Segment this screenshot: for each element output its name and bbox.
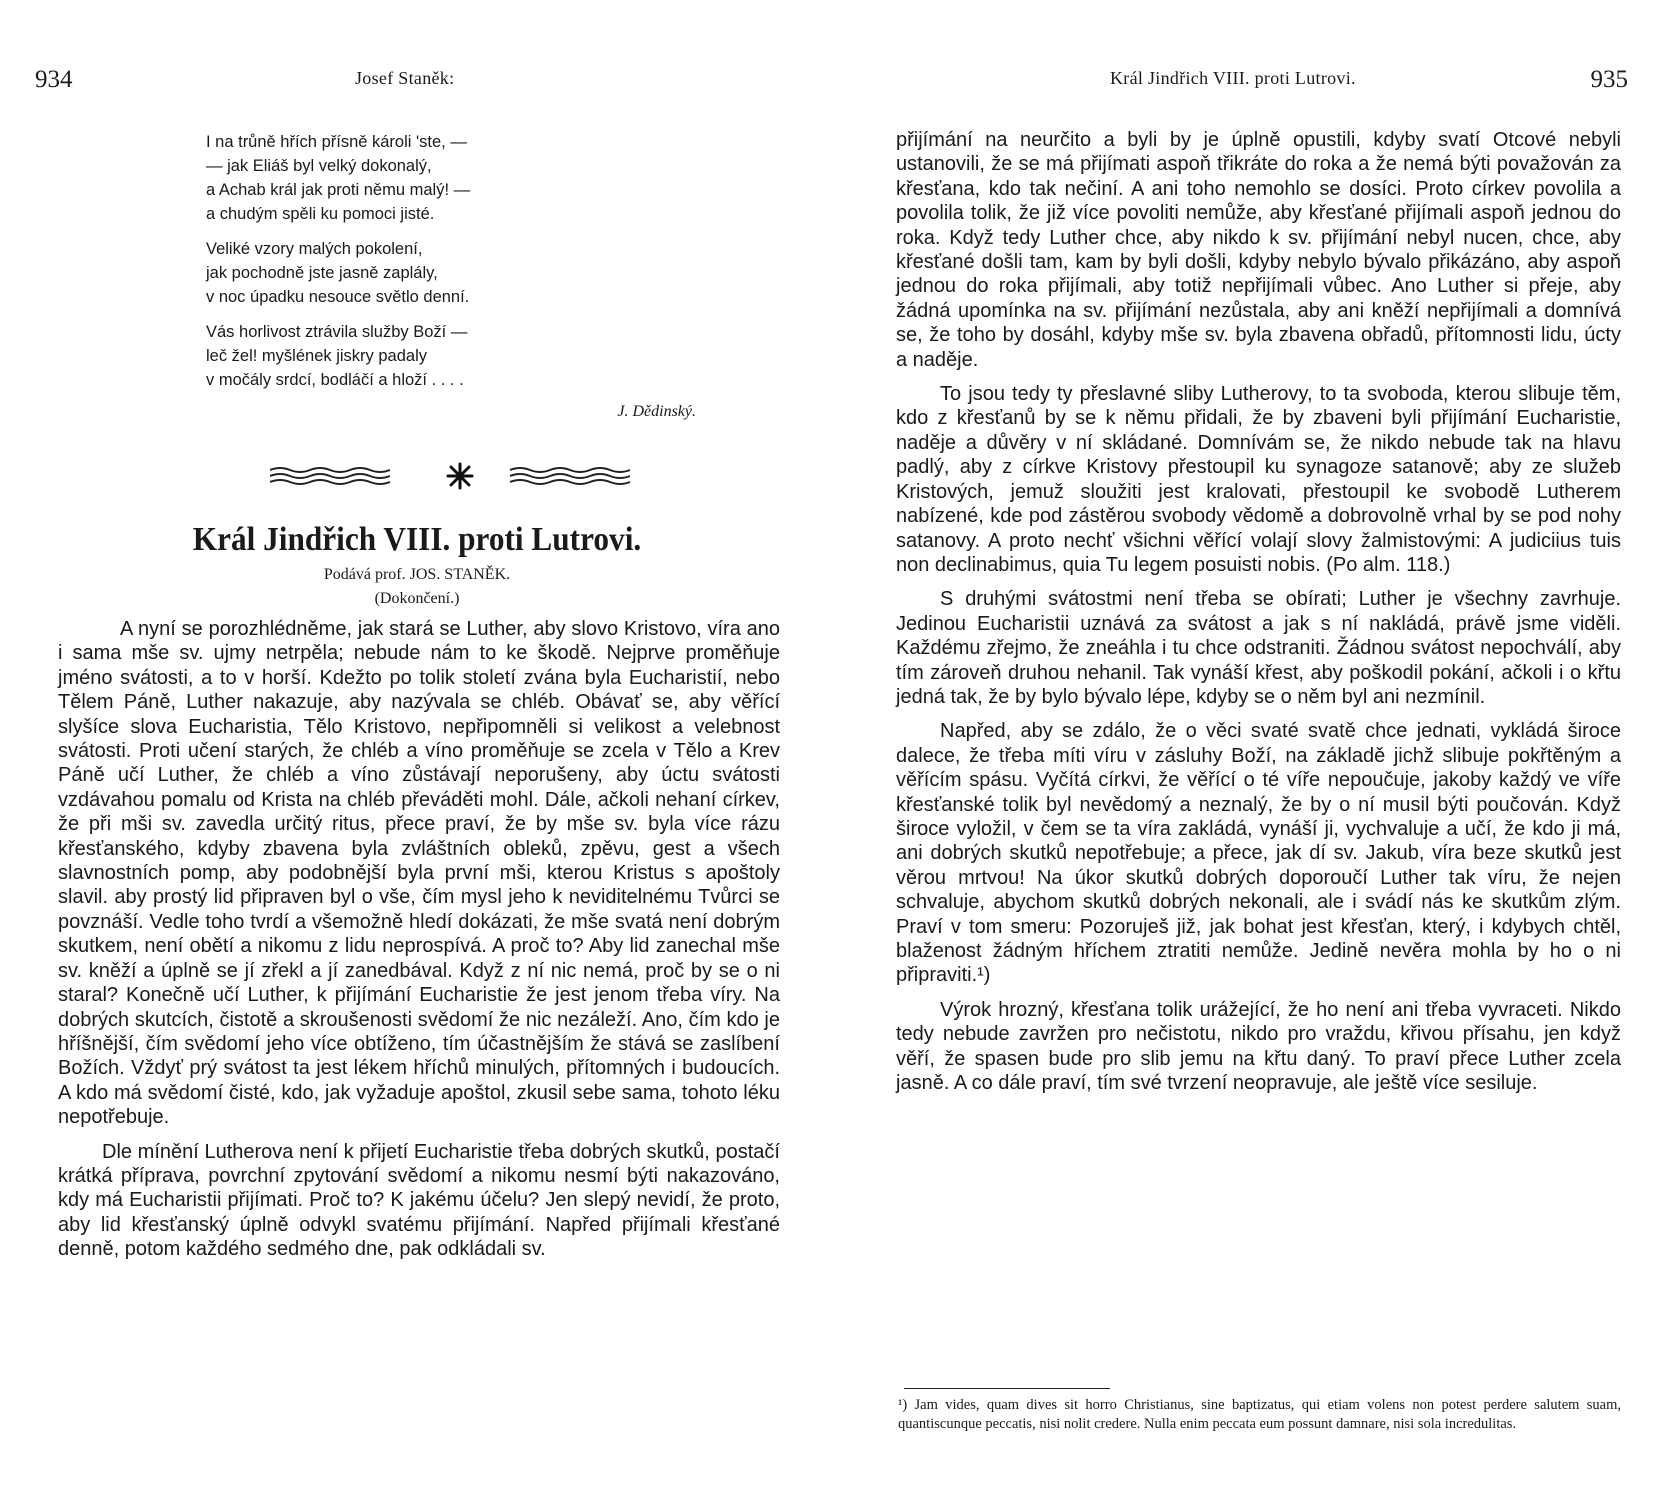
- byline: Podává prof. JOS. STANĚK.: [323, 566, 511, 583]
- continuation-note: (Dokončení.): [374, 590, 460, 607]
- page-number: 935: [1590, 66, 1628, 93]
- left-body-text: [58, 617, 780, 1272]
- paragraph: Napřed, aby se zdálo, že o věci svaté svatě chce jednati, vykládá široce dalece, že třeba míti víru v zásluhy Boží, na základě jichž slibuje pokřtěným a věřícím spásu. Vyčítá církvi, že věřící o té víře nepoučuje, jakoby každý ve víře křesťanské tolik byl nevědomý a neznalý, že by o ní musil býti poučován. Když široce vyložil, v čem se ta víra zakládá, vynáší ji, vychvaluje a učí, že kdo ji má, ani dobrých skutků nepotřebuje; a přece, jak dí sv. Jakub, víra beze skutků jest věrou mrtvou! Na úkor skutků dobrých doporoučí Luther tak víru, že nejen schvaluje, abychom skutků dobrých nekonali, ale i svádí nás ke skutkům zlým. Praví v tom smeru: Pozoruješ již, jak bohat jest křesťan, který, i kdybych chtěl, blaženost žádným hříchem ztratiti nemůže. Jedině nevěra mohla by ho o ni připraviti.¹): [896, 720, 1621, 987]
- paragraph: To jsou tedy ty přeslavné sliby Lutherovy, to ta svoboda, kterou slibuje těm, kdo z křesťanů by se k němu přidali, že by zbaveni byli přijímání Eucharistie, naděje a důvěry v ní skládané. Domnívám se, že nikdo nebude tak na hlavu padlý, aby z církve Kristovy přestoupil ku synagoze satanově; aby ze služeb Kristových, jemuž sloužiti jest kralovati, přestoupil ke svobodě Lutherem nabízené, kde pod zástěrou svobody vědomě a dobrovolně vrhal by se pod nohy satanovy. A proto nechť všichni věřící volají slovy žalmistovými: A judiciius tuis non declinabimus, quia Tu legem posuisti nobis. (Po alm. 118.): [896, 383, 1621, 576]
- paragraph: přijímání na neurčito a byli by je úplně opustili, kdyby svatí Otcové nebyli ustanovili, že se má přijímati aspoň třikráte do roka a že nemá býti považován za křesťana, kdo tak nečiní. A ani toho nemohlo se dosíci. Proto církev povolila a povolila tolik, že již více povoliti nemůže, aby křesťané přijímali aspoň jednou do roka. Když tedy Luther chce, aby nikdo k sv. přijímání nebyl nucen, chce, aby křesťané došli tam, kam by byli došli, kdyby nebylo bývalo přikázáno, aby aspoň jednou do roka přijímali, aby totiž nepřijímali vůbec. Ano Luther si přeje, aby žádná upomínka na sv. přijímání nezůstala, aby ani kněží nepřijímali a domnívá se, že toho by dosáhl, kdyby mše sv. byla zbavena obřadů, přítomnosti lidu, úcty a naděje.: [896, 129, 1621, 371]
- footnote-rule: [904, 1388, 1110, 1389]
- poem-line: leč žel! myšlének jiskry padaly: [206, 347, 427, 365]
- poem-line: — jak Eliáš byl velký dokonalý,: [206, 157, 432, 175]
- right-body-text: [896, 128, 1621, 1105]
- poem-signature: J. Dědinský.: [617, 403, 696, 420]
- paragraph: A nyní se porozhlédněme, jak stará se Luther, aby slovo Kristovo, víra ano i sama mše sv. ujmy netrpěla; nebude nám to ke škodě. Nejprve proměňuje jméno svátosti, a to v horší. Kdežto po tolik století zvána byla Eucharistií, nebo Tělem Páně, Luther nakazuje, aby nazývala se chléb. Obávať se, aby věřící slyšíce slova Eucharistia, Tělo Kristovo, nepřipomněli si velikost a velebnost svátosti. Proti učení starých, že chléb a víno proměňuje se zcela v Tělo a Krev Páně učí Luther, že chléb a víno zůstávají neporušeny, aby úctu svátosti vzdávahou pomalu od Krista na chléb převáděti mohl. Dále, ačkoli nehaní církev, že při mši sv. zavedla určitý ritus, přece praví, že by mše sv. byla více rázu křesťanského, kdyby zbavena byla zvláštních obleků, zpěvu, gest a všech slavnostních pomp, aby podobnější byla první mši, kterou Kristus s apoštoly slavil. aby prostý lid připraven byl o vše, čím mysl jeho k neviditelnému Tvůrci se povznáší. Vedle toho tvrdí a všemožně hledí dokázati, že mše svatá není dobrým skutkem, není obětí a nikomu z lidu neprospívá. A proč to? Aby lid zanechal mše sv. kněží a úplně se jí zřekl a jí zanedbával. Když z ní nic nemá, proč by se o ni staral? Konečně učí Luther, k přijímání Eucharistie že jest jenom třeba víry. Na dobrých skutcích, čistotě a skroušenosti svědomí že nic nezáleží. Ano, čím kdo je hříšnější, čím svědomí jeho více obtíženo, tím účastnějším že stává se zaslíbení Božích. Vždyť prý svátost ta jest lékem hříchů minulých, přítomných i budoucích. A kdo má svědomí čisté, kdo, jak vyžaduje apoštol, zkusil sebe sama, tohoto léku nepotřebuje.: [58, 618, 780, 1129]
- poem-line: a Achab král jak proti němu malý! —: [206, 181, 471, 199]
- poem-line: v močály srdcí, bodláčí a hloží . . . .: [206, 371, 464, 389]
- footnote: ¹) Jam vides, quam dives sit horro Christianus, sine baptizatus, qui etiam volens non potest perdere salutem suam, quantiscunque peccatis, nisi nolit credere. Nulla enim peccata eum possunt damnare, nisi sola incredulitas.: [898, 1397, 1621, 1432]
- poem-line: Vás horlivost ztrávila služby Boží —: [206, 323, 468, 341]
- poem: [206, 130, 726, 421]
- poem-stanza: [206, 130, 726, 226]
- poem-stanza: [206, 237, 726, 309]
- running-head: Král Jindřich VIII. proti Lutrovi.: [1110, 68, 1356, 88]
- poem-line: Veliké vzory malých pokolení,: [206, 240, 423, 258]
- poem-line: I na trůně hřích přísně károli 'ste, —: [206, 133, 467, 151]
- poem-stanza: [206, 320, 726, 392]
- asterisk-ornament-icon: [270, 462, 650, 490]
- right-page: [834, 0, 1668, 1500]
- paragraph: Výrok hrozný, křesťana tolik urážející, že ho není ani třeba vyvraceti. Nikdo tedy nebude zavržen pro nečistotu, nikdo pro vraždu, křivou přísahu, jen když věří, že spasen bude pro slib jemu na křtu daný. To praví přece Luther zcela jasně. A co dále praví, tím své tvrzení neopravuje, ale ještě více sesiluje.: [896, 998, 1621, 1095]
- poem-line: v noc úpadku nesouce světlo denní.: [206, 288, 470, 306]
- poem-line: jak pochodně jste jasně zaplály,: [206, 264, 438, 282]
- paragraph: Dle mínění Lutherova není k přijetí Eucharistie třeba dobrých skutků, postačí krátká příprava, povrchní zpytování svědomí a nikomu nesmí býti nakazováno, kdy má Eucharistii přijímati. Proč to? K jakému účelu? Jen slepý nevidí, že proto, aby lid křesťanský úplně odvykl svatému přijímání. Napřed přijímali křesťané denně, potom každého sedmého dne, pak odkládali sv.: [58, 1140, 780, 1261]
- paragraph: S druhými svátostmi není třeba se obírati; Luther je všechny zavrhuje. Jedinou Eucharistii uznává za svátost a jak s ní nakládá, právě jsme viděli. Každému zřejmo, že zneáhla i tu chce odstraniti. Žádnou svátost nepochválí, aby tím zároveň druhou nehanil. Tak vynáší křest, aby poškodil pokání, ačkoli i o křtu jedná tak, že by bylo bývalo lépe, kdyby se o něm byl ani nezmínil.: [896, 588, 1621, 708]
- article-title: Král Jindřich VIII. proti Lutrovi.: [192, 521, 642, 558]
- running-head: Josef Staněk:: [355, 68, 455, 88]
- page-number: 934: [35, 66, 73, 93]
- poem-line: a chudým spěli ku pomoci jisté.: [206, 205, 435, 223]
